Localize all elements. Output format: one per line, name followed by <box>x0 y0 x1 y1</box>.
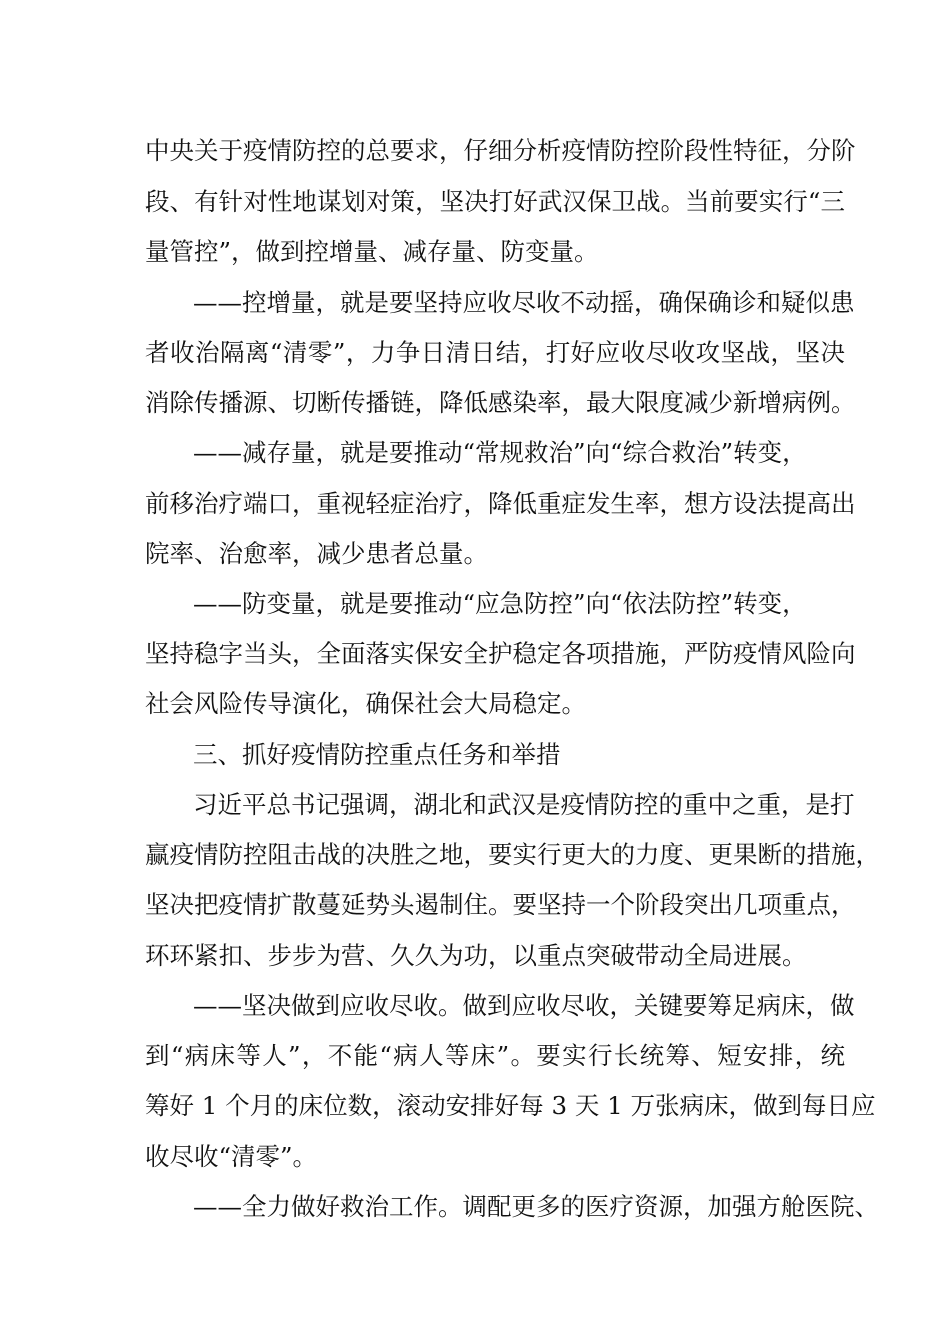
text-line: 环环紧扣、步步为营、久久为功，以重点突破带动全局进展。 <box>145 941 807 970</box>
text-line: 中央关于疫情防控的总要求，仔细分析疫情防控阶段性特征，分阶 <box>145 136 856 165</box>
text-line: 消除传播源、切断传播链，降低感染率，最大限度减少新增病例。 <box>145 388 856 417</box>
text-line: 前移治疗端口，重视轻症治疗，降低重症发生率，想方设法提高出 <box>145 489 856 518</box>
text-line: 筹好 1 个月的床位数，滚动安排好每 3 天 1 万张病床，做到每日应 <box>145 1091 876 1120</box>
text-line: 者收治隔离“清零”，力争日清日结，打好应收尽收攻坚战，坚决 <box>145 338 845 367</box>
text-line: 收尽收“清零”。 <box>145 1142 318 1171</box>
text-line: 坚持稳字当头，全面落实保安全护稳定各项措施，严防疫情风险向 <box>145 639 856 668</box>
text-line: 习近平总书记强调，湖北和武汉是疫情防控的重中之重，是打 <box>193 790 855 819</box>
text-line: ——防变量，就是要推动“应急防控”向“依法防控”转变， <box>193 589 807 618</box>
section-heading: 三、抓好疫情防控重点任务和举措 <box>193 740 561 769</box>
text-line: 赢疫情防控阻击战的决胜之地，要实行更大的力度、更果断的措施， <box>145 840 880 869</box>
text-line: 院率、治愈率，减少患者总量。 <box>145 539 488 568</box>
text-line: ——减存量，就是要推动“常规救治”向“综合救治”转变， <box>193 438 807 467</box>
text-line: ——全力做好救治工作。调配更多的医疗资源，加强方舱医院、 <box>193 1192 879 1221</box>
text-line: 坚决把疫情扩散蔓延势头遏制住。要坚持一个阶段突出几项重点， <box>145 890 856 919</box>
text-line: 量管控”，做到控增量、减存量、防变量。 <box>145 237 599 266</box>
text-line: 段、有针对性地谋划对策，坚决打好武汉保卫战。当前要实行“三 <box>145 187 845 216</box>
text-line: ——控增量，就是要坚持应收尽收不动摇，确保确诊和疑似患 <box>193 288 855 317</box>
text-line: 社会风险传导演化，确保社会大局稳定。 <box>145 689 586 718</box>
text-line: 到“病床等人”，不能“病人等床”。要实行长统筹、短安排，统 <box>145 1041 845 1070</box>
text-line: ——坚决做到应收尽收。做到应收尽收，关键要筹足病床，做 <box>193 991 855 1020</box>
